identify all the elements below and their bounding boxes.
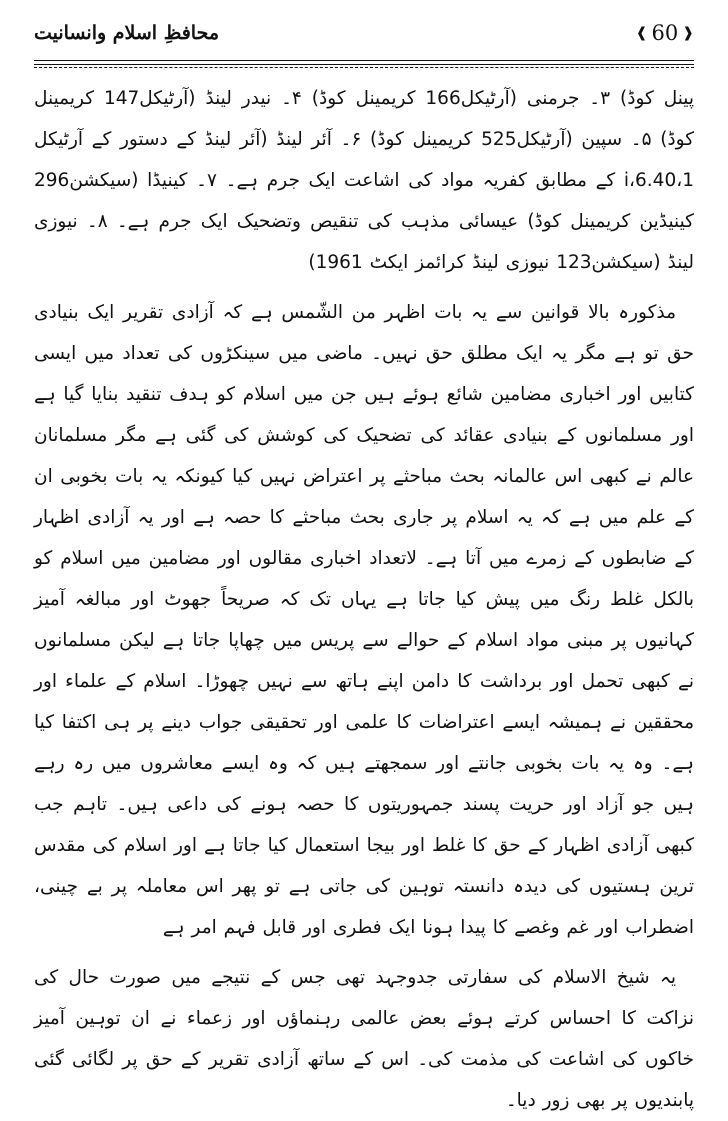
header-dashed-rule <box>34 67 694 68</box>
paragraph-3: یہ شیخ الاسلام کی سفارتی جدوجہد تھی جس کے نتیجے میں صورت حال کی نزاکت کا احساس کرتے ہوئے بعض عالمی رہنماؤں اور زعماء نے ان توہین آمیز خاکوں کی اشاعت کی مذمت کی۔ اس کے ساتھ آزادی تقریر کے حق پر لگائی گئی پابندیوں پر بھی زور دیا۔ <box>34 967 694 1111</box>
body-text <box>34 78 694 1121</box>
page-header <box>34 14 694 52</box>
page-number: 60 <box>651 21 679 45</box>
paragraph-2: مذکورہ بالا قوانین سے یہ بات اظہر من الشّمس ہے کہ آزادی تقریر ایک بنیادی حق تو ہے مگر یہ ایک مطلق حق نہیں۔ ماضی میں سینکڑوں کی تعداد میں ایسی کتابیں اور اخباری مضامین شائع ہوئے ہیں جن میں اسلام کو ہدف تنقید بنایا گیا ہے اور مسلمانوں کے بنیادی عقائد کی تضحیک کی کوشش کی گئی ہے مگر مسلمانان عالم نے کبھی اس عالمانہ بحث مباحثے پر اعتراض نہیں کیا کیونکہ یہ بات بخوبی ان کے علم میں ہے کہ یہ اسلام پر جاری بحث مباحثے کا حصہ ہے اور یہ آزادی اظہار کے ضابطوں کے زمرے میں آتا ہے۔ لاتعداد اخباری مقالوں اور مضامین میں اسلام کو بالکل غلط رنگ میں پیش کیا جاتا ہے یہاں تک کہ صریحاً جھوٹ اور مبالغہ آمیز کہانیوں پر مبنی مواد اسلام کے حوالے سے پریس میں چھاپا جاتا ہے لیکن مسلمانوں نے کبھی تحمل اور برداشت کا دامن اپنے ہاتھ سے نہیں چھوڑا۔ اسلام کے علماء اور محققین نے ہمیشہ ایسے اعتراضات کا علمی اور تحقیقی جواب دینے پر ہی اکتفا کیا ہے۔ وہ یہ بات بخوبی جانتے اور سمجھتے ہیں کہ وہ ایسے معاشروں میں رہ رہے ہیں جو آزاد اور حریت پسند جمہوریتوں کا حصہ ہونے کی داعی ہیں۔ تاہم جب کبھی آزادی اظہار کے حق کا غلط اور بیجا استعمال کیا جاتا ہے اور اسلام کی مقدس ترین ہستیوں کی دیدہ دانستہ توہین کی جاتی ہے تو پھر اس معاملہ پر بے چینی، اضطراب اور غم وغصے کا پیدا ہونا ایک فطری اور قابل فہم امر ہے <box>34 302 694 938</box>
ornament-left-icon: ❰ <box>635 25 648 41</box>
ornament-right-icon: ❱ <box>682 25 694 41</box>
paragraph-1: پینل کوڈ) ۳۔ جرمنی (آرٹیکل166 کریمینل کوڈ) ۴۔ نیدر لینڈ (آرٹیکل147 کریمینل کوڈ) ۵۔ سپین (آرٹیکل525 کریمینل کوڈ) ۶۔ آئر لینڈ (آئر لینڈ کے دستور کے آرٹیکل 1،i،6.40 کے مطابق کفریہ مواد کی اشاعت ایک جرم ہے۔ ۷۔ کینیڈا (سیکشن296 کینیڈین کریمینل کوڈ) عیسائی مذہب کی تنقیص وتضحیک ایک جرم ہے۔ ۸۔ نیوزی لینڈ (سیکشن123 نیوزی لینڈ کرائمز ایکٹ 1961) <box>34 88 695 273</box>
page-number-box <box>636 21 694 45</box>
running-title: محافظِ اسلام وانسانیت <box>34 22 220 44</box>
header-double-rule <box>34 60 694 65</box>
